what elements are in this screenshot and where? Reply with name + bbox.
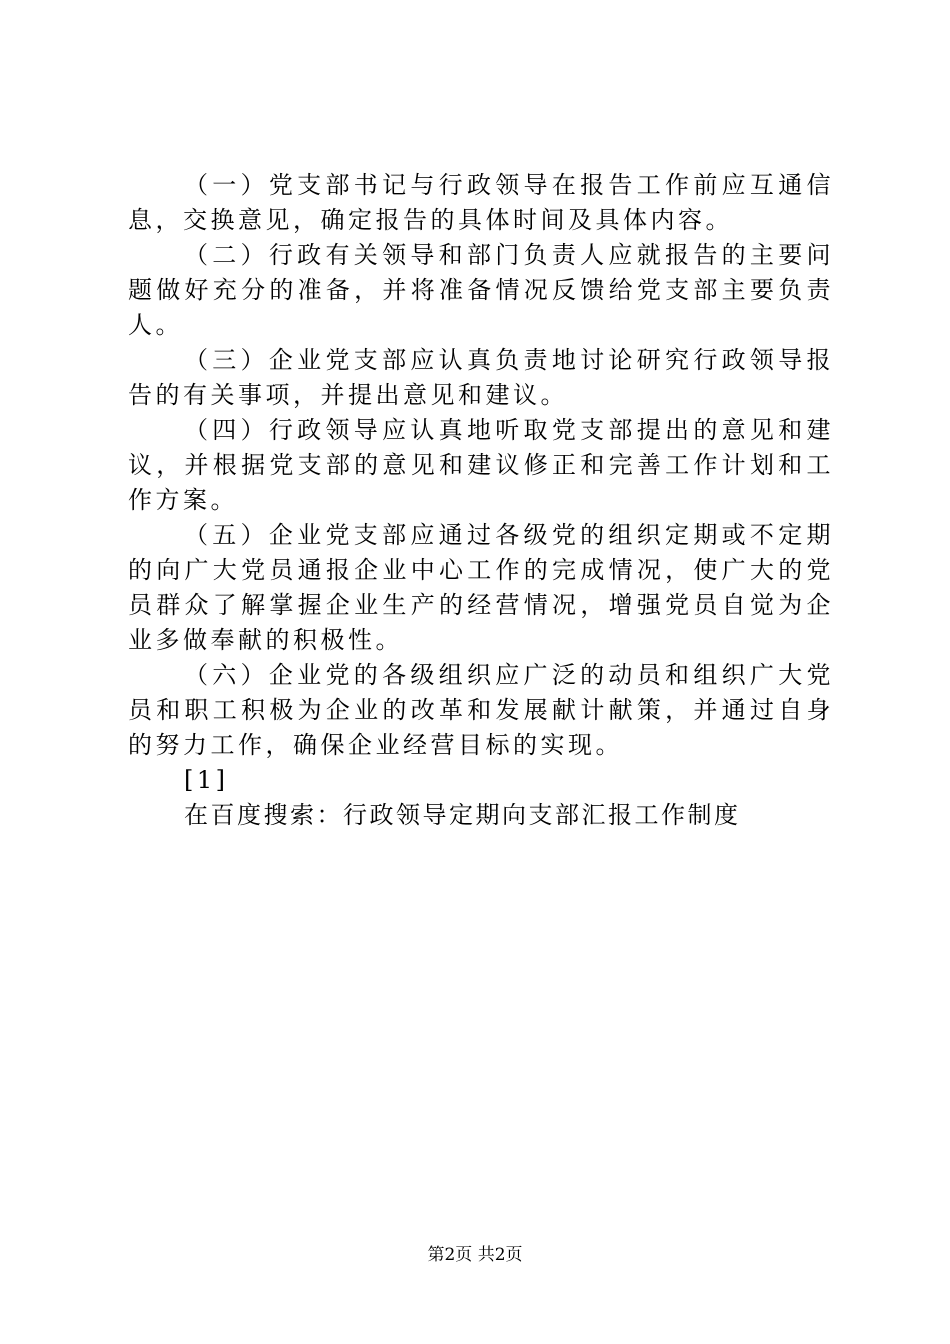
document-body	[128, 168, 834, 833]
paragraph-3: （三）企业党支部应认真负责地讨论研究行政领导报告的有关事项，并提出意见和建议。	[128, 346, 834, 409]
reference-marker: [1]	[184, 766, 229, 794]
search-hint-line: 在百度搜索：行政领导定期向支部汇报工作制度	[184, 801, 741, 829]
paragraph-5: （五）企业党支部应通过各级党的组织定期或不定期的向广大党员通报企业中心工作的完成情况，使广大的党员群众了解掌握企业生产的经营情况，增强党员自觉为企业多做奉献的积极性。	[128, 521, 834, 654]
paragraph-4: （四）行政领导应认真地听取党支部提出的意见和建议，并根据党支部的意见和建议修正和完善工作计划和工作方案。	[128, 416, 834, 514]
paragraph-1: （一）党支部书记与行政领导在报告工作前应互通信息，交换意见，确定报告的具体时间及具体内容。	[128, 171, 834, 234]
paragraph-2: （二）行政有关领导和部门负责人应就报告的主要问题做好充分的准备，并将准备情况反馈给党支部主要负责人。	[128, 241, 834, 339]
page-number-footer: 第2页 共2页	[427, 1245, 523, 1265]
paragraph-6: （六）企业党的各级组织应广泛的动员和组织广大党员和职工积极为企业的改革和发展献计献策，并通过自身的努力工作，确保企业经营目标的实现。	[128, 661, 834, 759]
